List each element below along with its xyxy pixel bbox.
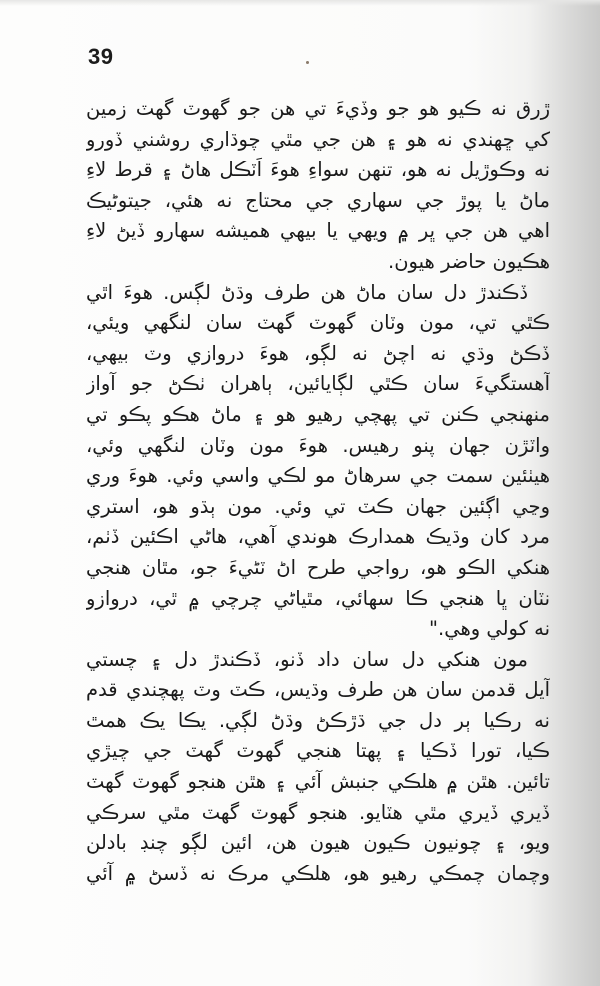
- text-line: نه کولي وهي.": [429, 617, 550, 641]
- text-line: کي ڇهندي نه هو ۽ هن جي مٿي چوڌاري روشني ڏورو: [86, 127, 550, 151]
- text-line: ڏڪڻ وڌي نه اچڻ نه لڳو، هوءَ دروازي وٽ بيهي،: [86, 341, 550, 365]
- text-line: واٽڙن جهان پنو رهيس. هوءَ مون وٽان لنگهي وئي،: [86, 433, 550, 457]
- text-line: هيٺئين سمت جي سرهاڻ مو لڪي واسي وئي. هوءَ وري: [86, 464, 550, 488]
- text-line: تائين. هٿن ۾ هلڪي جنبش آئي ۽ هٿن هنجو گهوٽ گهٽ: [86, 770, 550, 794]
- text-line: نه رڪيا ٻر دل جي ڌڙڪڻ وڌڻ لڳي. يڪا يڪ همٿ: [86, 708, 550, 732]
- text-line: آهستگيءَ سان ڪٿي لڳايائين، ٻاهران ٺڪڻ جو آواز: [86, 372, 550, 396]
- text-line: مرد کان وڌيڪ همدارڪ هوندي آهي، هاڻي اڪئين ڏٺم،: [86, 525, 550, 549]
- text-line: آيل قدمن سان هن طرف وڌيس، ڪٽ وٽ پهچندي قدم: [86, 678, 550, 702]
- text-line: وچمان چمڪي رهيو هو، هلڪي مرڪ نه ڏسڻ ۾ آئي: [86, 861, 550, 885]
- text-line: منهنجي ڪنن تي پهچي رهيو هو ۽ ماڻ هڪو پڪو تي: [86, 402, 550, 426]
- text-line: ڙرق نه ڪيو هو جو وڏيءَ تي هن جو گهوٽ گهٽ زمين: [86, 97, 550, 120]
- print-speck: [306, 61, 309, 64]
- text-line: ويو، ۽ چونيون ڪيون هيون هن، ائين لڳو چنڊ بادلن: [86, 831, 550, 855]
- text-line: نٽان ڀا هنجي ڪا سهائي، مٿياڻي چرچي ۾ ٿي، دروازو: [86, 586, 550, 610]
- text-line: نه وڪوڙيل نه هو، تنهن سواءِ هوءَ اَٽڪل هاڻ ۽ قرط لاءِ: [86, 158, 550, 182]
- text-line: ڪٿي تي، مون وٽان گهوٽ گهٽ سان لنگهي ويئي،: [86, 311, 550, 335]
- text-line: ڏڪندڙ دل سان ماڻ هن طرف وڌڻ لڳس. هوءَ اٿي: [86, 280, 528, 304]
- text-line: ڪيا، تورا ڏڪيا ۽ پهتا هنجي گهوٽ گهٽ جي چيڙي: [86, 739, 550, 763]
- text-line: اهي هن جي ڀر ۾ ويهي يا بيهي هميشه سهارو ڏيڻ لاءِ: [86, 219, 550, 243]
- body-text: [86, 94, 550, 889]
- text-line: هڪيون حاضر هيون.: [388, 249, 550, 273]
- scan-top-shadow: [0, 0, 600, 6]
- text-line: ماڻ يا پوڙ جي سهاري جي محتاج نه هئي، جيتوڻيڪ: [86, 188, 550, 212]
- text-line: ڏيري ڏيري مٿي هٽايو. هنجو گهوٽ گهٽ مٿي سرڪي: [86, 800, 550, 824]
- text-line: وڃي اڳئين جهان ڪٽ تي وئي. مون ٻڌو هو، استري: [86, 494, 550, 518]
- text-line: هنکي الڪو هو، رواجي طرح اڻ ٽڻيءَ جو، مٿان هنجي: [86, 555, 550, 579]
- text-line: مون هنکي دل سان داد ڏنو، ڏڪندڙ دل ۽ چستي: [86, 647, 528, 671]
- page-number: 39: [88, 44, 114, 69]
